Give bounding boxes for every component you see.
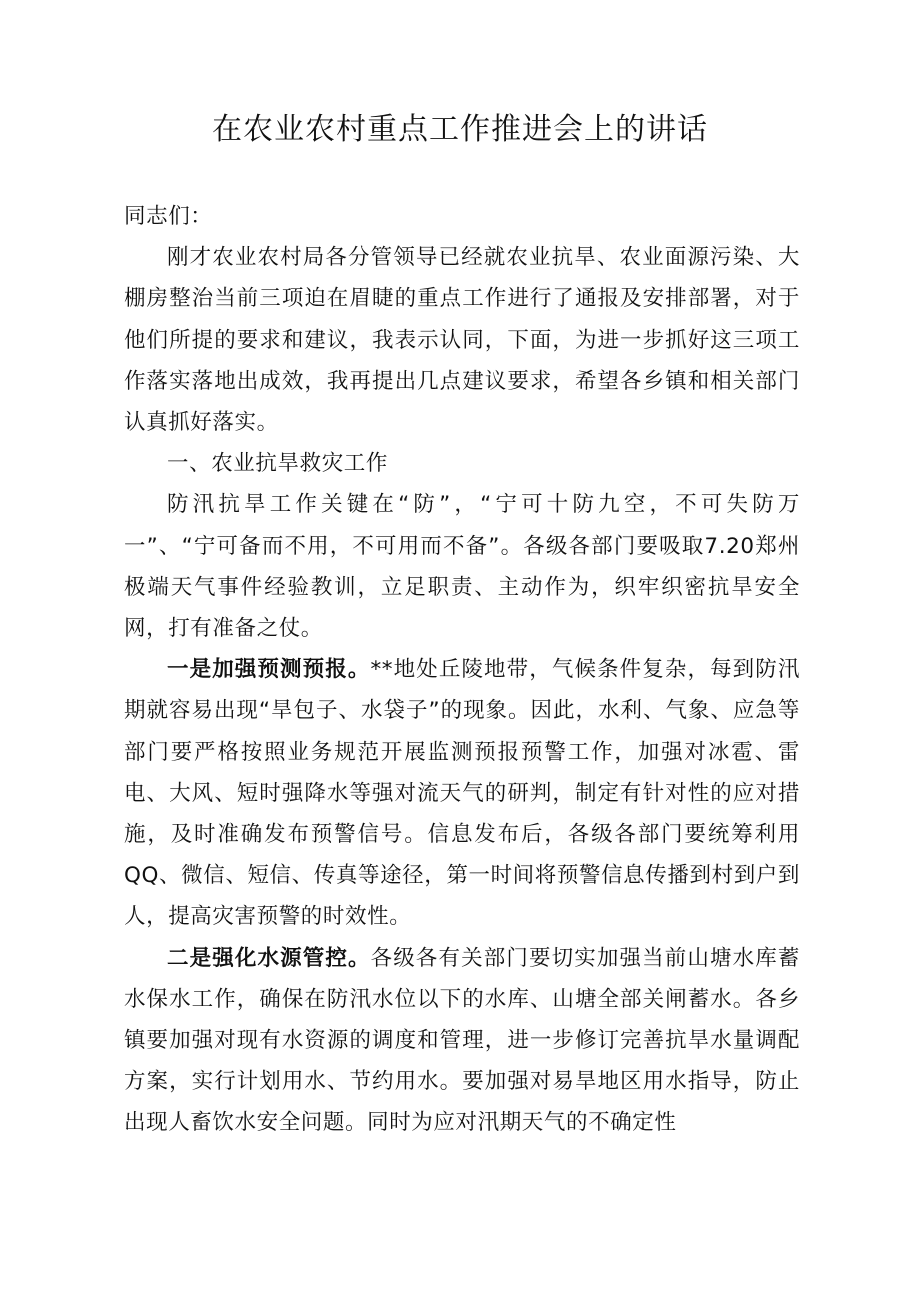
section-intro-paragraph: 防汛抗旱工作关键在“防”，“宁可十防九空，不可失防万一”、“宁可备而不用，不可用而不备”。各级各部门要吸取7.20郑州极端天气事件经验教训，立足职责、主动作为，织牢织密抗旱安全网，打有准备之仗。 xyxy=(124,492,800,642)
point-two-lead: 二是强化水源管控。 xyxy=(167,945,371,971)
point-one-text: **地处丘陵地带，气候条件复杂，每到防汛期就容易出现“旱包子、水袋子”的现象。因此，水利、气象、应急等部门要严格按照业务规范开展监测预报预警工作，加强对冰雹、雷电、大风、短时强降水等强对流天气的研判，制定有针对性的应对措施，及时准确发布预警信号。信息发布后，各级各部门要统筹利用QQ、微信、短信、传真等途径，第一时间将预警信息传播到村到户到人，提高灾害预警的时效性。 xyxy=(124,657,800,930)
document-body xyxy=(124,196,800,1144)
section-heading: 一、农业抗旱救灾工作 xyxy=(167,451,389,477)
point-two-text: 各级各有关部门要切实加强当前山塘水库蓄水保水工作，确保在防汛水位以下的水库、山塘全部关闸蓄水。各乡镇要加强对现有水资源的调度和管理，进一步修订完善抗旱水量调配方案，实行计划用水、节约用水。要加强对易旱地区用水指导，防止出现人畜饮水安全问题。同时为应对汛期天气的不确定性 xyxy=(124,945,801,1136)
point-one-lead: 一是加强预测预报。 xyxy=(167,657,371,683)
document-title: 在农业农村重点工作推进会上的讲话 xyxy=(212,112,708,147)
salutation: 同志们： xyxy=(124,204,213,229)
point-one-paragraph xyxy=(124,649,800,937)
intro-paragraph: 刚才农业农村局各分管领导已经就农业抗旱、农业面源污染、大棚房整治当前三项迫在眉睫的重点工作进行了通报及安排部署，对于他们所提的要求和建议，我表示认同，下面，为进一步抓好这三项工作落实落地出成效，我再提出几点建议要求，希望各乡镇和相关部门认真抓好落实。 xyxy=(124,245,800,436)
point-two-paragraph xyxy=(124,938,800,1144)
